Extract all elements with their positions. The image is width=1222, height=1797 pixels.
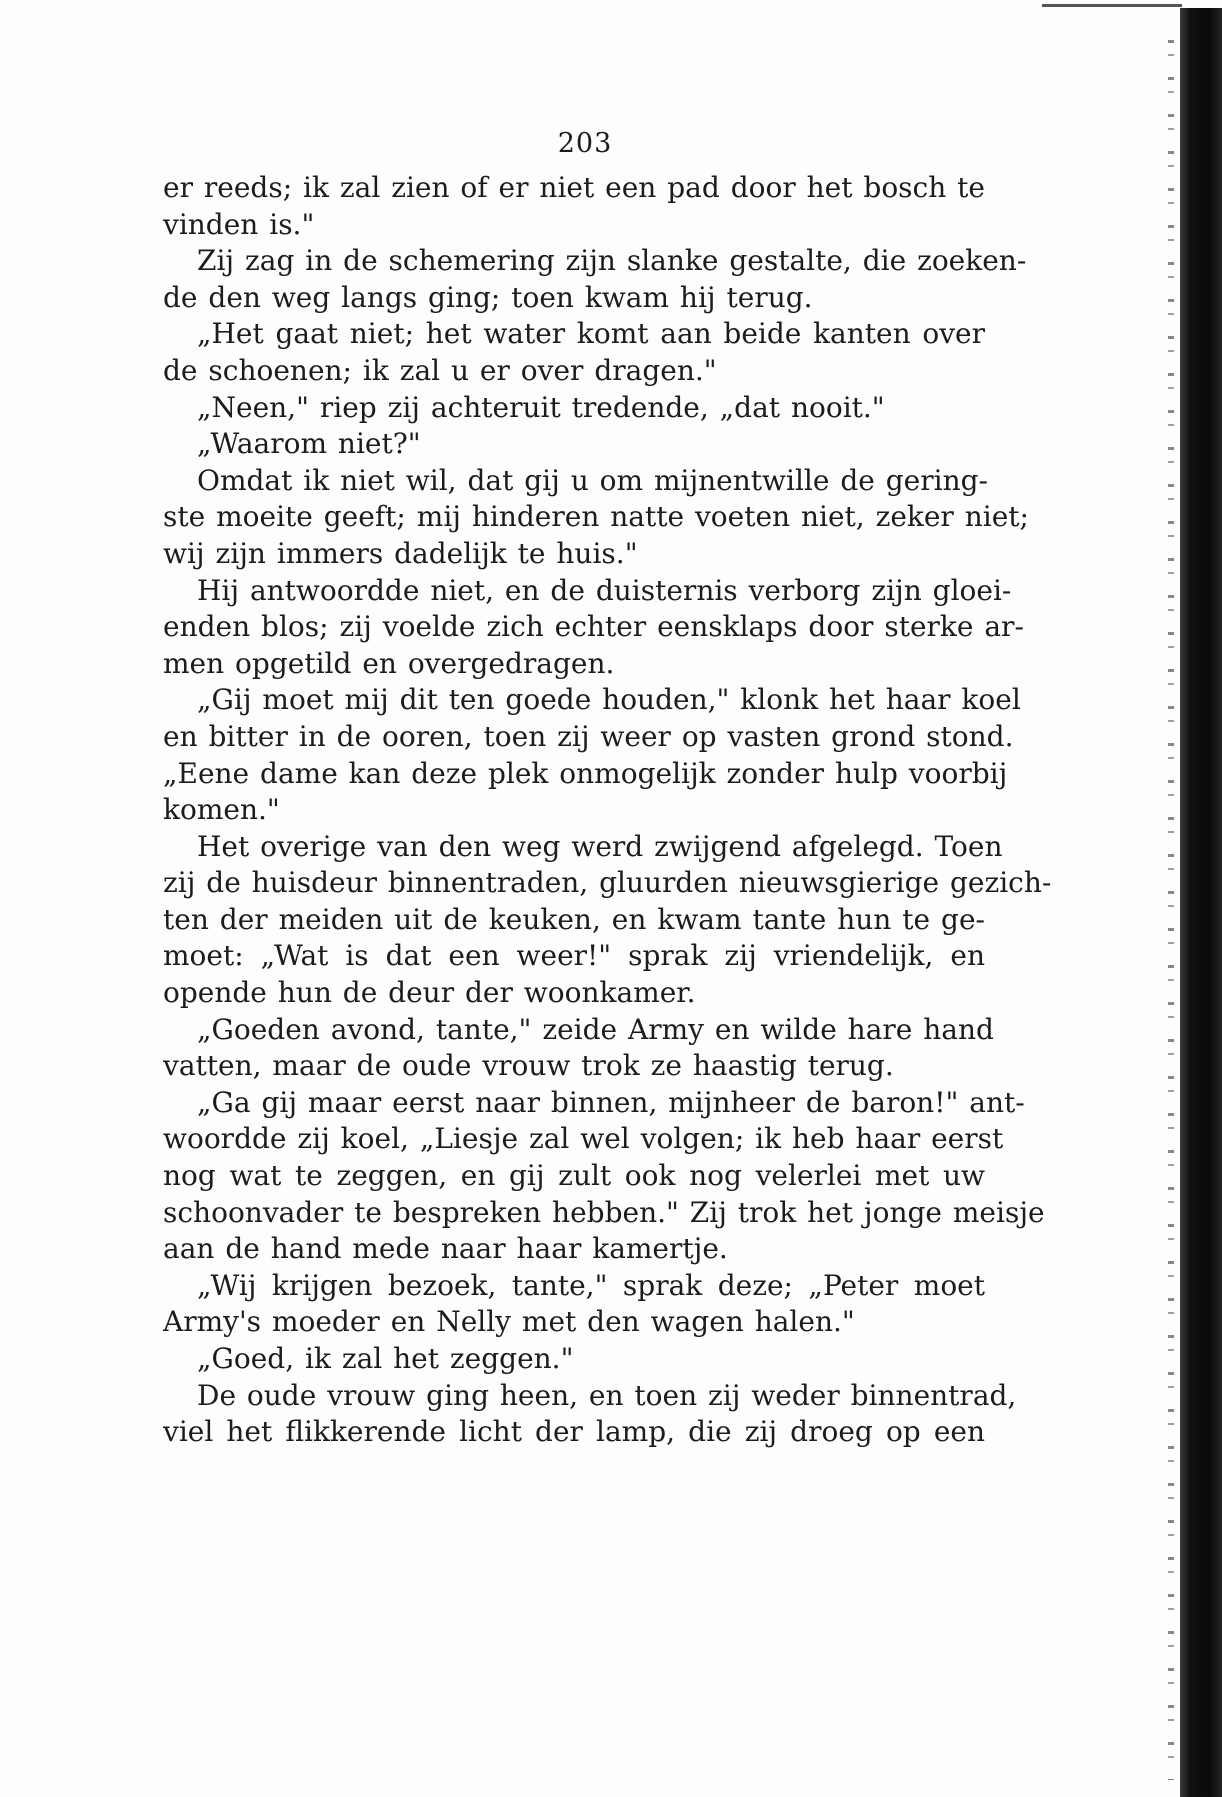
- text-line: er reeds; ik zal zien of er niet een pad door het bosch te: [163, 171, 985, 204]
- text-line: ten der meiden uit de keuken, en kwam tante hun te ge-: [163, 902, 985, 936]
- text-line: men opgetild en overgedragen.: [163, 646, 615, 680]
- text-line: vinden is.": [163, 207, 315, 241]
- text-line: Hij antwoordde niet, en de duisternis verborg zijn gloei-: [197, 573, 1012, 607]
- binding-edge: [1180, 8, 1222, 1797]
- text-line: vatten, maar de oude vrouw trok ze haastig terug.: [163, 1049, 894, 1083]
- text-line: moet: „Wat is dat een weer!" sprak zij vriendelijk, en: [163, 939, 985, 973]
- text-line: „Eene dame kan deze plek onmogelijk zonder hulp voorbij: [163, 756, 1008, 790]
- text-line: opende hun de deur der woonkamer.: [163, 976, 696, 1010]
- body-text: [163, 170, 1052, 1451]
- text-line: wij zijn immers dadelijk te huis.": [163, 536, 638, 570]
- text-line: „Neen," riep zij achteruit tredende, „dat nooit.": [197, 390, 885, 424]
- text-line: „Wij krijgen bezoek, tante," sprak deze; „Peter moet: [197, 1268, 985, 1302]
- text-line: ste moeite geeft; mij hinderen natte voeten niet, zeker niet;: [163, 500, 1029, 534]
- text-line: de den weg langs ging; toen kwam hij terug.: [163, 280, 813, 314]
- text-line: „Gij moet mij dit ten goede houden," klonk het haar koel: [197, 683, 1021, 717]
- text-line: „Het gaat niet; het water komt aan beide kanten over: [197, 317, 985, 351]
- top-edge-line: [1042, 4, 1182, 7]
- text-line: De oude vrouw ging heen, en toen zij weder binnentrad,: [197, 1378, 1017, 1412]
- text-line: aan de hand mede naar haar kamertje.: [163, 1232, 728, 1266]
- text-line: viel het flikkerende licht der lamp, die zij droeg op een: [163, 1415, 985, 1449]
- text-line: en bitter in de ooren, toen zij weer op vasten grond stond.: [163, 719, 1014, 753]
- text-line: enden blos; zij voelde zich echter eensklaps door sterke ar-: [163, 610, 1024, 644]
- text-line: Army's moeder en Nelly met den wagen halen.": [163, 1305, 855, 1339]
- text-line: „Waarom niet?": [197, 427, 421, 461]
- text-line: Zij zag in de schemering zijn slanke gestalte, die zoeken-: [197, 244, 1027, 278]
- text-line: „Ga gij maar eerst naar binnen, mijnheer de baron!" ant-: [197, 1085, 1025, 1119]
- text-line: Het overige van den weg werd zwijgend afgelegd. Toen: [197, 829, 1003, 863]
- text-line: schoonvader te bespreken hebben." Zij trok het jonge meisje: [163, 1195, 1045, 1229]
- text-line: komen.": [163, 793, 280, 827]
- text-line: nog wat te zeggen, en gij zult ook nog velerlei met uw: [163, 1159, 985, 1193]
- text-line: de schoenen; ik zal u er over dragen.": [163, 353, 717, 387]
- text-line: woordde zij koel, „Liesje zal wel volgen; ik heb haar eerst: [163, 1122, 1004, 1156]
- binding-speckle: [1168, 40, 1174, 1780]
- text-line: „Goeden avond, tante," zeide Army en wilde hare hand: [197, 1012, 994, 1046]
- text-line: zij de huisdeur binnentraden, gluurden nieuwsgierige gezich-: [163, 866, 1052, 900]
- text-line: Omdat ik niet wil, dat gij u om mijnentwille de gering-: [197, 463, 988, 497]
- page-number: 203: [557, 128, 613, 159]
- text-line: „Goed, ik zal het zeggen.": [197, 1342, 574, 1375]
